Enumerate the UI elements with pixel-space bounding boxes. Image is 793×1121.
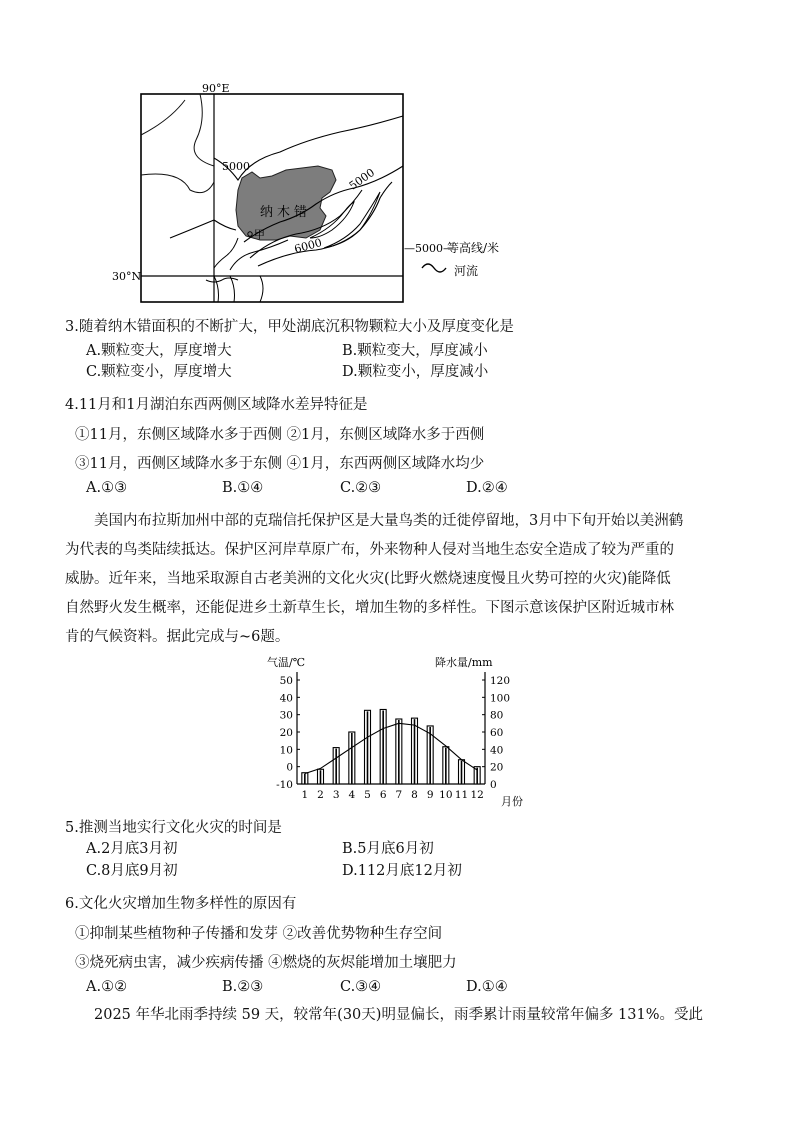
q6-option-c: C.③④ [340,979,382,995]
chart-axes [297,672,485,784]
contour-label-5000-west: 5000 [222,160,250,173]
q4-statements-3-4: ③11月，西侧区域降水多于东侧 ④1月，东西两侧区域降水均少 [75,456,485,472]
left-tick-label: 30 [279,709,293,722]
left-axis-title: 气温/℃ [267,656,306,669]
passage-line-4: 自然野火发生概率，还能促进乡土新草生长，增加生物的多样性。下图示意该保护区附近城市林 [65,600,674,616]
q6-statements-1-2: ①抑制某些植物种子传播和发芽 ②改善优势物种生存空间 [75,926,443,942]
contour-6000 [324,192,380,248]
q5-option-b: B.5月底6月初 [342,841,434,857]
q6-option-a: A.①② [86,979,128,995]
right-tick-label: 0 [490,779,497,791]
legend-contour-sample: —5000— [404,242,454,255]
month-tick-label: 8 [411,789,418,801]
left-tick-label: 0 [286,761,293,774]
temperature-line [305,723,477,773]
q6-statements-3-4: ③烧死病虫害，减少疾病传播 ④燃烧的灰烬能增加土壤肥力 [75,955,457,971]
passage-line-1: 美国内布拉斯加州中部的克瑞信托保护区是大量鸟类的迁徙停留地，3月中下旬开始以美洲鹤 [94,513,684,529]
q5-stem: 5.推测当地实行文化火灾的时间是 [65,820,282,836]
month-tick-label: 6 [379,789,387,801]
month-tick-label: 10 [439,789,453,801]
q3-stem: 3.随着纳木错面积的不断扩大，甲处湖底沉积物颗粒大小及厚度变化是 [65,319,514,335]
climate-chart [265,652,535,812]
month-tick-label: 1 [301,789,309,801]
right-tick-label: 120 [490,675,511,687]
legend-river-text: 河流 [454,264,479,278]
q4-stem: 4.11月和1月湖泊东西两侧区域降水差异特征是 [65,397,368,413]
q3-option-b: B.颗粒变大，厚度减小 [342,343,488,359]
temp-line-group [305,723,477,773]
q4-option-c: C.②③ [340,480,382,496]
left-tick-label: 20 [279,727,293,739]
contour-5000 [170,220,236,238]
left-tick-label: 40 [279,692,293,705]
q3-option-c: C.颗粒变小，厚度增大 [86,364,232,380]
precip-bars [302,709,480,784]
q6-stem: 6.文化火灾增加生物多样性的原因有 [65,896,297,912]
month-tick-label: 3 [332,789,340,801]
q3-option-a: A.颗粒变大，厚度增大 [86,343,232,359]
left-tick-label: 10 [279,744,293,757]
right-tick-label: 20 [490,761,504,774]
lake-label: 纳木错 [260,205,312,220]
month-tick-label: 4 [348,789,356,801]
q6-option-d: D.①④ [466,979,508,995]
passage-line-3: 威胁。近年来，当地采取源自古老美洲的文化火灾(比野火燃烧速度慢且火势可控的火灾)能降低 [65,571,671,587]
point-jia-label: 甲 [254,228,265,241]
namco-lake [236,166,336,240]
q5-option-c: C.8月底9月初 [86,863,178,879]
q4-statements-1-2: ①11月，东侧区域降水多于西侧 ②1月，东侧区域降水多于西侧 [75,427,485,443]
left-tick-label: 50 [279,675,293,687]
river-line [194,94,214,166]
month-tick-label: 11 [454,789,469,801]
contour-label-6000: 6000 [292,236,324,256]
right-tick-label: 40 [490,744,504,757]
q6-option-b: B.②③ [222,979,264,995]
q4-option-d: D.②④ [466,480,508,496]
q4-option-a: A.①③ [86,480,128,496]
q5-option-d: D.112月底12月初 [342,863,462,879]
month-tick-label: 9 [426,789,434,801]
month-tick-label: 2 [317,789,324,801]
lon-label: 90°E [202,82,230,95]
month-tick-label: 7 [395,789,403,801]
legend-contour-text: 等高线/米 [447,241,500,255]
q3-option-d: D.颗粒变小，厚度减小 [342,364,489,380]
passage-line-5: 肯的气候资料。据此完成与~6题。 [65,629,290,645]
next-passage-line: 2025 年华北雨季持续 59 天，较常年(30天)明显偏长，雨季累计雨量较常年偏多 131%。受此 [94,1007,704,1023]
q4-option-b: B.①④ [222,480,264,496]
month-tick-label: 12 [470,789,484,801]
right-tick-label: 60 [490,727,504,739]
contour-label-5000-east: 5000 [346,165,378,193]
right-tick-label: 80 [490,709,504,722]
x-axis-title: 月份 [501,795,523,808]
left-tick-label: -10 [276,779,293,791]
q5-option-a: A.2月底3月初 [86,841,178,857]
passage-line-2: 为代表的鸟类陆续抵达。保护区河岸草原广布，外来物种人侵对当地生态安全造成了较为严重的 [65,542,674,558]
legend-river-icon [422,264,446,272]
river-line [141,100,214,193]
lat-label: 30°N [112,270,142,283]
namco-contour-map [110,80,530,305]
right-tick-label: 100 [490,692,511,705]
right-axis-title: 降水量/mm [435,656,493,669]
month-tick-label: 5 [364,789,371,801]
